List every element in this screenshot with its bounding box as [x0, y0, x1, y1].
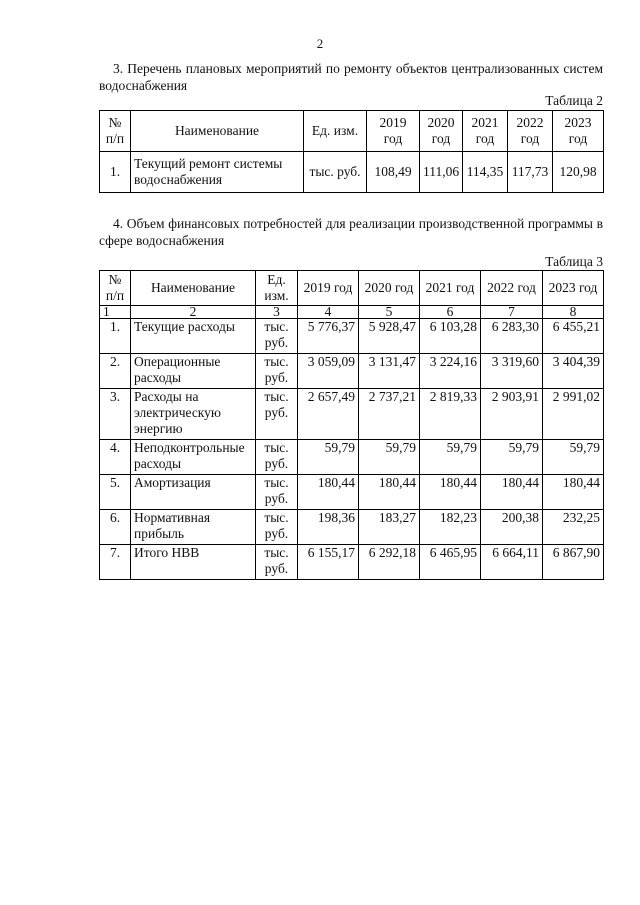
index-cell: 7	[481, 306, 543, 319]
t2-header-cell: Ед. изм.	[304, 111, 367, 152]
table-row	[100, 319, 604, 354]
row-value: 3 131,47	[359, 354, 420, 389]
row-value: 108,49	[367, 152, 420, 193]
row-value: 6 664,11	[481, 545, 543, 580]
row-unit: тыс. руб.	[304, 152, 367, 193]
table-2	[99, 110, 604, 193]
index-cell: 2	[131, 306, 256, 319]
row-value: 6 292,18	[359, 545, 420, 580]
t2-header-cell: 2019 год	[367, 111, 420, 152]
row-value: 3 319,60	[481, 354, 543, 389]
row-value: 59,79	[420, 440, 481, 475]
t3-header-cell: № п/п	[100, 271, 131, 306]
row-value: 6 465,95	[420, 545, 481, 580]
row-value: 3 059,09	[298, 354, 359, 389]
t2-header-cell: 2022 год	[508, 111, 553, 152]
index-cell: 6	[420, 306, 481, 319]
table-3-header-row	[100, 271, 604, 306]
table-row	[100, 545, 604, 580]
t2-header-cell: 2021 год	[463, 111, 508, 152]
table-row	[100, 440, 604, 475]
t2-header-cell: 2020 год	[420, 111, 463, 152]
table-row	[100, 510, 604, 545]
row-value: 5 928,47	[359, 319, 420, 354]
t2-header-cell: 2023 год	[553, 111, 604, 152]
row-value: 2 657,49	[298, 389, 359, 440]
row-value: 59,79	[359, 440, 420, 475]
row-name: Неподконтрольные расходы	[131, 440, 256, 475]
index-cell: 5	[359, 306, 420, 319]
row-name: Текущие расходы	[131, 319, 256, 354]
row-value: 183,27	[359, 510, 420, 545]
row-value: 3 224,16	[420, 354, 481, 389]
row-number: 1.	[100, 319, 131, 354]
table-3-index-row	[100, 306, 604, 319]
row-number: 4.	[100, 440, 131, 475]
row-value: 59,79	[543, 440, 604, 475]
row-value: 6 155,17	[298, 545, 359, 580]
row-value: 180,44	[420, 475, 481, 510]
row-name: Нормативная прибыль	[131, 510, 256, 545]
row-name: Операционные расходы	[131, 354, 256, 389]
row-name: Текущий ремонт системы водоснабжения	[131, 152, 304, 193]
row-number: 6.	[100, 510, 131, 545]
row-value: 180,44	[543, 475, 604, 510]
row-unit: тыс. руб.	[256, 475, 298, 510]
row-value: 6 455,21	[543, 319, 604, 354]
row-value: 2 991,02	[543, 389, 604, 440]
index-cell: 3	[256, 306, 298, 319]
row-unit: тыс. руб.	[256, 354, 298, 389]
row-unit: тыс. руб.	[256, 389, 298, 440]
row-name: Итого НВВ	[131, 545, 256, 580]
t3-header-cell: Ед. изм.	[256, 271, 298, 306]
row-value: 2 819,33	[420, 389, 481, 440]
page-number: 2	[316, 36, 324, 51]
index-cell: 1	[100, 306, 131, 319]
table-row	[100, 152, 604, 193]
row-value: 6 283,30	[481, 319, 543, 354]
section-4-heading: 4. Объем финансовых потребностей для реализации производственной программы в сфере водоснабжения	[99, 216, 603, 248]
row-value: 180,44	[359, 475, 420, 510]
row-unit: тыс. руб.	[256, 440, 298, 475]
table-2-caption: Таблица 2	[545, 93, 603, 108]
row-value: 59,79	[298, 440, 359, 475]
row-number: 1.	[100, 152, 131, 193]
row-unit: тыс. руб.	[256, 545, 298, 580]
row-number: 5.	[100, 475, 131, 510]
row-value: 180,44	[481, 475, 543, 510]
table-3	[99, 270, 604, 580]
row-value: 198,36	[298, 510, 359, 545]
row-name: Амортизация	[131, 475, 256, 510]
row-number: 2.	[100, 354, 131, 389]
row-value: 182,23	[420, 510, 481, 545]
table-row	[100, 354, 604, 389]
index-cell: 4	[298, 306, 359, 319]
row-value: 59,79	[481, 440, 543, 475]
row-name: Расходы на электрическую энергию	[131, 389, 256, 440]
t3-header-cell: 2020 год	[359, 271, 420, 306]
t3-header-cell: 2021 год	[420, 271, 481, 306]
row-value: 6 867,90	[543, 545, 604, 580]
t3-header-cell: 2023 год	[543, 271, 604, 306]
t2-header-cell: № п/п	[100, 111, 131, 152]
table-row	[100, 475, 604, 510]
row-value: 2 737,21	[359, 389, 420, 440]
row-number: 3.	[100, 389, 131, 440]
row-value: 2 903,91	[481, 389, 543, 440]
t3-header-cell: Наименование	[131, 271, 256, 306]
row-value: 111,06	[420, 152, 463, 193]
row-value: 232,25	[543, 510, 604, 545]
row-value: 120,98	[553, 152, 604, 193]
row-unit: тыс. руб.	[256, 510, 298, 545]
t2-header-cell: Наименование	[131, 111, 304, 152]
row-value: 180,44	[298, 475, 359, 510]
t3-header-cell: 2022 год	[481, 271, 543, 306]
section-3-heading: 3. Перечень плановых мероприятий по ремонту объектов централизованных систем водоснабжения	[99, 61, 603, 93]
t3-header-cell: 2019 год	[298, 271, 359, 306]
row-value: 6 103,28	[420, 319, 481, 354]
row-value: 3 404,39	[543, 354, 604, 389]
row-value: 114,35	[463, 152, 508, 193]
index-cell: 8	[543, 306, 604, 319]
table-2-header-row	[100, 111, 604, 152]
table-3-caption: Таблица 3	[545, 254, 603, 269]
row-value: 5 776,37	[298, 319, 359, 354]
row-number: 7.	[100, 545, 131, 580]
row-value: 200,38	[481, 510, 543, 545]
table-row	[100, 389, 604, 440]
row-unit: тыс. руб.	[256, 319, 298, 354]
row-value: 117,73	[508, 152, 553, 193]
